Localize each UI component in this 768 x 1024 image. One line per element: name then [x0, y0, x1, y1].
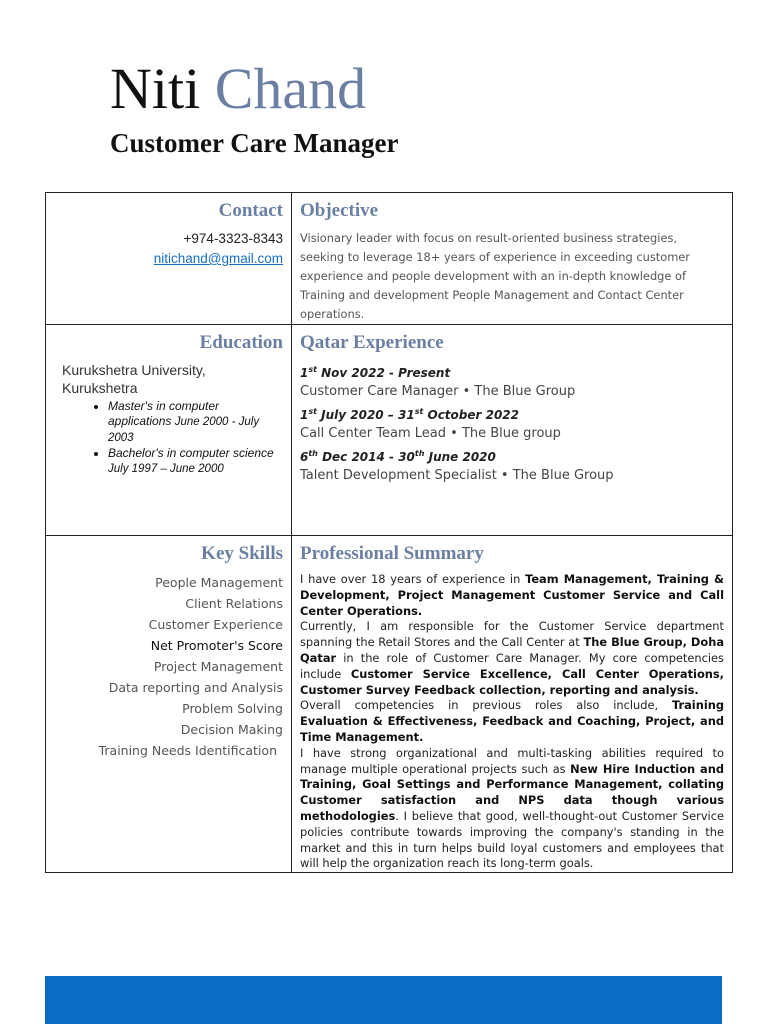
skill-item: Decision Making [180, 722, 283, 737]
resume-table [45, 192, 733, 873]
skills-heading: Key Skills [201, 543, 283, 564]
summary-highlight: The Blue Group, Doha Qatar [300, 635, 725, 665]
summary-highlight: Customer Service Excellence, Call Center Operations, Customer Survey Feedback collection, reporting and analysis. [300, 666, 725, 697]
contact-cell [46, 193, 292, 325]
summary-cell [292, 536, 733, 873]
ordinal: st [308, 365, 317, 374]
objective-text: Visionary leader with focus on result-oriented business strategies, seeking to leverage 18+ years of experience in exceeding customer experience and people development with an in-depth knowledge of Training and development People Management and Contact Center operations. [300, 231, 690, 321]
date-rest: July 2020 – 31 [316, 408, 415, 422]
summary-text: Overall competencies in previous roles also include, [300, 698, 672, 713]
role-description: Talent Development Specialist • The Blue Group [300, 468, 614, 483]
day: 1 [300, 408, 309, 422]
contact-heading: Contact [218, 200, 283, 221]
skill-item: Project Management [153, 659, 283, 674]
degree-name: Master's in computer applications [108, 399, 219, 428]
skill-item: Training Needs Identification [98, 743, 277, 758]
objective-heading: Objective [300, 200, 379, 221]
day: 1 [300, 366, 309, 380]
skill-item: Data reporting and Analysis [108, 680, 283, 695]
education-cell [46, 325, 292, 536]
summary-highlight: Team Management, Training & Development, Project Management Customer Service and Call Center Operations. [300, 572, 724, 618]
summary-paragraph [300, 572, 724, 619]
ordinal: th [414, 449, 425, 458]
experience-heading: Qatar Experience [300, 332, 444, 353]
candidate-name [110, 54, 366, 124]
experience-cell [292, 325, 733, 536]
degree-list [54, 399, 283, 477]
job-title: Customer Care Manager [110, 128, 399, 158]
role-description: Customer Care Manager • The Blue Group [300, 384, 576, 399]
degree-dates: June 2000 - July 2003 [108, 416, 260, 444]
summary-text: I have over 18 years of experience in [300, 572, 526, 586]
last-name: Chand [214, 56, 367, 121]
summary-text: in the role of Customer Care Manager. My core competencies include [300, 650, 724, 681]
summary-highlight: Training Evaluation & Effectiveness, Feedback and Coaching, Project, and Time Management. [300, 698, 724, 744]
skill-item: Client Relations [185, 596, 283, 611]
skill-item: People Management [155, 575, 283, 590]
list-item [108, 446, 283, 477]
role-dates [300, 403, 724, 424]
role-description: Call Center Team Lead • The Blue group [300, 426, 561, 441]
summary-text: Currently, I am responsible for the Customer Service department spanning the Retail Stores and the Call Center at [300, 619, 724, 650]
date-rest: Dec 2014 - 30 [317, 450, 415, 464]
education-heading: Education [199, 332, 283, 353]
summary-text: I have strong organizational and multi-tasking abilities required to manage multiple operational projects such as [300, 745, 724, 776]
summary-paragraph [300, 619, 724, 698]
date-rest: Nov 2022 - Present [316, 366, 451, 380]
ordinal: st [308, 407, 317, 416]
summary-text: . I believe that good, well-thought-out Customer Service policies contribute towards improving the company's standing in the market and this in turn helps build loyal customers and employees that will help the organization reach its long-term goals. [300, 808, 724, 871]
university-name: Kurukshetra University, Kurukshetra [62, 362, 206, 396]
first-name: Niti [110, 56, 201, 121]
summary-paragraph [300, 746, 724, 872]
skill-item: Customer Experience [148, 617, 283, 632]
email-link[interactable]: nitichand@gmail.com [153, 251, 283, 266]
summary-highlight: New Hire Induction and Training, Goal Settings and Performance Management, collating Customer satisfaction and NPS data though various methodologies [300, 761, 724, 823]
ordinal: st [414, 407, 424, 416]
role-dates [300, 361, 724, 382]
list-item [108, 399, 283, 446]
summary-paragraph [300, 698, 724, 745]
degree-name: Bachelor's in computer science [108, 446, 274, 460]
day: 6 [300, 450, 309, 464]
degree-dates: July 1997 – June 2000 [108, 463, 224, 475]
footer-bar [45, 976, 722, 1024]
date-rest: October 2022 [423, 408, 520, 422]
role-dates [300, 445, 724, 466]
objective-cell [292, 193, 733, 325]
ordinal: th [308, 449, 318, 458]
skill-item: Net Promoter's Score [150, 638, 283, 653]
summary-heading: Professional Summary [300, 543, 484, 564]
date-rest: June 2020 [424, 450, 496, 464]
phone-number: +974-3323-8343 [183, 231, 283, 246]
skill-item: Problem Solving [182, 701, 283, 716]
skills-cell [46, 536, 292, 873]
